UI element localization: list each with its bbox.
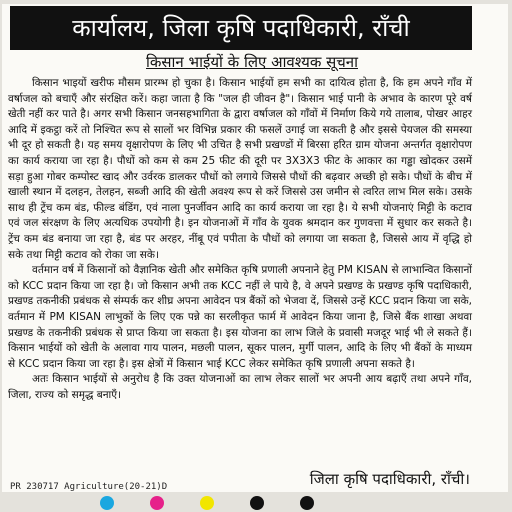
page-title: कार्यालय, जिला कृषि पदाधिकारी, राँची — [10, 6, 472, 50]
paragraph-appeal: अतः किसान भाईयों से अनुरोध है कि उक्त योजनाओं का लाभ लेकर सालों भर अपनी आय बढ़ाएँ तथा अपने गाँव, जिला, राज्य को समृद्ध बनाएँ। — [8, 373, 472, 401]
signature: जिला कृषि पदाधिकारी, राँची। — [309, 470, 470, 488]
paragraph-kcc: वर्तमान वर्ष में किसानों को वैज्ञानिक खेती और समेकित कृषि प्रणाली अपनाने हेतु PM KISAN से लाभान्वित किसानों को KCC प्रदान किया जा रहा है। जो किसान अभी तक KCC नहीं ले पाये है, वे अपने प्रखण्ड के प्रखण्ड कृषि पदाधिकारी, प्रखण्ड तकनीकी प्रबंधक से संम्पर्क कर शीघ्र अपना आवेदन पत्र बैंकों को भेजवा दें, जिससे उन्हें KCC प्रदान किया जा सके, वर्तमान में PM KISAN लाभुकों के लिए एक पन्ने का सरलीकृत फार्म में आवेदन किया जाना है, जिसे बैंक शाखा अथवा प्रखण्ड के तकनीकी प्रबंधक से प्राप्त किया जा सकता है। इस योजना का लाभ जिले के प्रवासी मजदूर भाई भी ले सकते हैं। किसान भाईयों को खेती के अलावा गाय पालन, मछली पालन, सूकर पालन, मुर्गी पालन, आदि के लिए भी बैंकों के माध्यम से KCC प्रदान किया जा रहा है। इस क्षेत्रों में किसान भाई KCC लेकर समेकित कृषि प्रणाली अपना सकते है। — [8, 264, 472, 370]
swatch-magenta — [150, 496, 164, 510]
swatch-cyan — [100, 496, 114, 510]
paragraph-water-conservation: किसान भाइयों खरीफ मौसम प्रारम्भ हो चुका है। किसान भाईयों हम सभी का दायित्व होता है, कि हम अपने गाँव में वर्षाजल को बचाएँ और संरक्षित करें। कहा जाता है कि "जल ही जीवन है"। किसान भाई पानी के अभाव के कारण पूरे वर्ष खेती नहीं कर पाते है। अगर सभी किसान जनसहभागिता के द्वारा वर्षाजल को गाँवों में निर्माण किये गये ताल‍ाब, पोखर आहर आदि में इकट्ठा करें तो निश्चित रूप से सालों भर विभिन्न प्रकार की फसलें उगाई जा सकती है और इससे पेयजल की समस्या भी दूर हो सकती है। यह समय वृक्षारोपण के लिए भी उचित है सभी प्रखण्डों में बिरसा हरित ग्राम योजना अन्तर्गत वृक्षारोपण का कार्य कराया जा रहा है। पौधों को कम से कम 25 फीट की दूरी पर 3X3X3 फीट के आकार का गड्ढा खोदकर उसमें सड़ा हुआ गोबर कम्पोस्ट खाद और उर्वरक डालकर पौधों को लगाये जिससे पौधों की बढ़वार अच्छी हो सके। पौधों के बीच में खाली स्थान में दलहन, तेलहन, सब्जी आदि की खेती अवश्य रूप से करें जिससे उस जमीन से त्वरित लाभ मिल सके। उसके साथ ही ट्रेंच कम बंड, फील्ड बंडिंग, एवं नाला पुनर्जीवन आदि का कार्य कराया जा रहा है। ये सभी योजनाएं मिट्टी के कटाव एवं जल संरक्षण के लिए अत्यधिक उपयोगी है। इन योजनाओं में गाँव के युवक श्रमदान कर गुणवत्ता में सुधार कर सकते है। ट्रेंच कम बंड बनाया जा रहा है, बंड पर अरहर, नींबू एवं पपीता के पौधों को लगाया जा सकता है, जिससे आय में वृद्धि हो सके तथा मिट्टी कटाव को रोका जा सके। — [8, 77, 472, 261]
release-code: PR 230717 Agriculture(20-21)D — [10, 482, 168, 492]
notice-sheet — [2, 4, 508, 492]
swatch-black-1 — [250, 496, 264, 510]
swatch-black-2 — [300, 496, 314, 510]
notice-body — [8, 76, 472, 403]
swatch-yellow — [200, 496, 214, 510]
notice-subtitle: किसान भाईयों के लिए आवश्यक सूचना — [146, 53, 358, 71]
